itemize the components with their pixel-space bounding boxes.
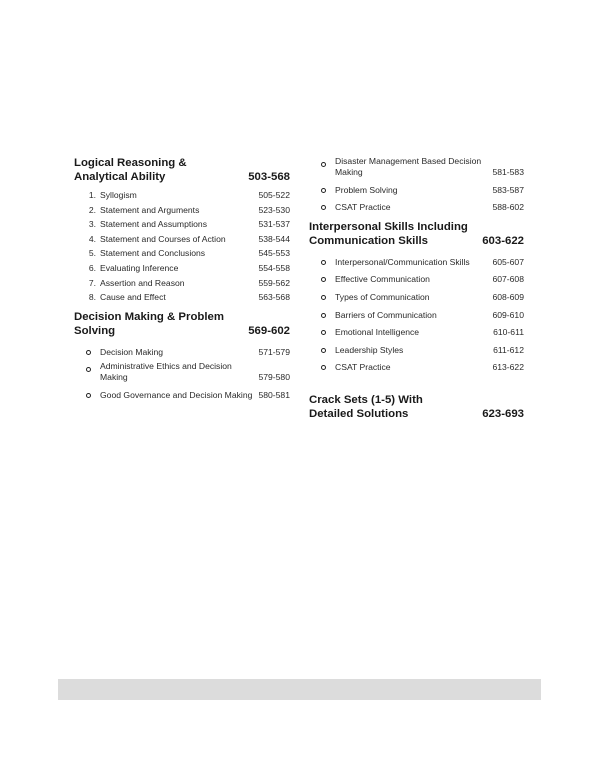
- section-title: Decision Making & Problem Solving: [74, 310, 225, 337]
- entry-label: Effective Communication: [335, 274, 430, 285]
- entry-number: 8.: [88, 292, 96, 303]
- numbered-topic-list: [74, 190, 290, 303]
- entry-pages: 538-544: [258, 233, 290, 244]
- entry-number: 4.: [88, 233, 96, 244]
- bullet-icon: [321, 342, 329, 356]
- entry-label: Assertion and Reason: [100, 277, 185, 288]
- toc-entry[interactable]: [309, 254, 524, 268]
- bullet-icon: [321, 359, 329, 373]
- entry-pages: 608-609: [492, 291, 524, 302]
- entry-number: 3.: [88, 219, 96, 230]
- section-title: Crack Sets (1-5) With Detailed Solutions: [309, 393, 423, 420]
- entry-label: Evaluating Inference: [100, 262, 179, 273]
- entry-label: Decision Making: [100, 346, 164, 357]
- toc-entry[interactable]: [309, 359, 524, 373]
- footer-bar: [58, 679, 541, 700]
- toc-entry[interactable]: [74, 234, 290, 245]
- entry-label: Administrative Ethics and Decision Making: [100, 361, 232, 383]
- bullet-topic-list: [74, 344, 290, 401]
- section-heading-interpersonal-skills[interactable]: [309, 220, 524, 248]
- entry-pages: 583-587: [492, 184, 524, 195]
- toc-entry[interactable]: [309, 307, 524, 321]
- entry-label: Barriers of Communication: [335, 309, 437, 320]
- toc-entry[interactable]: [74, 278, 290, 289]
- entry-number: 1.: [88, 190, 96, 200]
- entry-pages: 559-562: [258, 277, 290, 288]
- entry-label: Syllogism: [100, 190, 137, 200]
- toc-entry[interactable]: [74, 219, 290, 230]
- section-title: Interpersonal Skills Including Communication Skills: [309, 220, 468, 247]
- toc-entry[interactable]: [309, 324, 524, 338]
- toc-entry[interactable]: [74, 344, 290, 358]
- entry-number: 6.: [88, 262, 96, 273]
- entry-pages: 523-530: [258, 204, 290, 215]
- toc-entry[interactable]: [309, 289, 524, 303]
- bullet-icon: [321, 271, 329, 285]
- bullet-icon: [86, 387, 94, 401]
- entry-pages: 579-580: [258, 372, 290, 383]
- entry-label: Emotional Intelligence: [335, 327, 420, 338]
- entry-pages: 607-608: [492, 274, 524, 285]
- toc-entry[interactable]: [309, 156, 524, 178]
- entry-pages: 571-579: [258, 346, 290, 357]
- bullet-icon: [321, 182, 329, 196]
- section-pages: 503-568: [248, 171, 290, 183]
- entry-pages: 613-622: [492, 362, 524, 373]
- entry-number: 2.: [88, 204, 96, 215]
- entry-number: 5.: [88, 248, 96, 259]
- section-heading-logical-reasoning[interactable]: [74, 156, 290, 184]
- bullet-icon: [321, 307, 329, 321]
- toc-entry[interactable]: [74, 205, 290, 216]
- bullet-icon: [86, 361, 94, 375]
- section-pages: 569-602: [248, 324, 290, 337]
- entry-label: Good Governance and Decision Making: [100, 389, 253, 400]
- entry-label: Statement and Assumptions: [100, 219, 208, 230]
- toc-entry[interactable]: [309, 342, 524, 356]
- bullet-icon: [321, 156, 329, 170]
- entry-label: Statement and Conclusions: [100, 248, 206, 259]
- bullet-icon: [86, 344, 94, 358]
- bullet-icon: [321, 289, 329, 303]
- section-pages: 603-622: [482, 234, 524, 247]
- entry-pages: 545-553: [258, 248, 290, 259]
- entry-label: Statement and Courses of Action: [100, 233, 226, 244]
- entry-label: CSAT Practice: [335, 362, 391, 373]
- bullet-topic-list-continued: [309, 156, 524, 213]
- entry-pages: 610-611: [493, 327, 524, 338]
- entry-pages: 588-602: [492, 202, 524, 213]
- toc-entry[interactable]: [309, 199, 524, 213]
- entry-label: Leadership Styles: [335, 344, 404, 355]
- toc-left-column: [74, 156, 290, 405]
- bullet-icon: [321, 254, 329, 268]
- entry-pages: 609-610: [492, 309, 524, 320]
- toc-entry[interactable]: [74, 190, 290, 201]
- entry-pages: 580-581: [258, 389, 290, 400]
- section-heading-crack-sets[interactable]: [309, 393, 524, 421]
- bullet-topic-list: [309, 254, 524, 374]
- entry-label: Statement and Arguments: [100, 204, 200, 215]
- bullet-icon: [321, 199, 329, 213]
- entry-label: Problem Solving: [335, 184, 398, 195]
- toc-entry[interactable]: [309, 182, 524, 196]
- toc-right-column: [309, 156, 524, 421]
- entry-number: 7.: [88, 277, 96, 288]
- toc-entry[interactable]: [309, 271, 524, 285]
- entry-pages: 611-612: [493, 344, 524, 355]
- entry-pages: 531-537: [258, 219, 290, 230]
- entry-pages: 581-583: [492, 167, 524, 177]
- entry-label: Disaster Management Based Decision Making: [335, 156, 482, 177]
- entry-pages: 505-522: [258, 190, 290, 200]
- bullet-icon: [321, 324, 329, 338]
- section-heading-decision-making[interactable]: [74, 310, 290, 338]
- entry-label: Interpersonal/Communication Skills: [335, 256, 470, 267]
- entry-label: Cause and Effect: [100, 292, 166, 303]
- entry-pages: 605-607: [492, 256, 524, 267]
- section-pages: 623-693: [482, 407, 524, 420]
- entry-label: Types of Communication: [335, 291, 430, 302]
- toc-entry[interactable]: [74, 387, 290, 401]
- entry-pages: 563-568: [258, 292, 290, 303]
- toc-entry[interactable]: [74, 263, 290, 274]
- toc-entry[interactable]: [74, 292, 290, 303]
- entry-pages: 554-558: [258, 262, 290, 273]
- toc-entry[interactable]: [74, 248, 290, 259]
- section-title: Logical Reasoning & Analytical Ability: [74, 157, 187, 183]
- entry-label: CSAT Practice: [335, 202, 391, 213]
- toc-entry[interactable]: [74, 361, 290, 383]
